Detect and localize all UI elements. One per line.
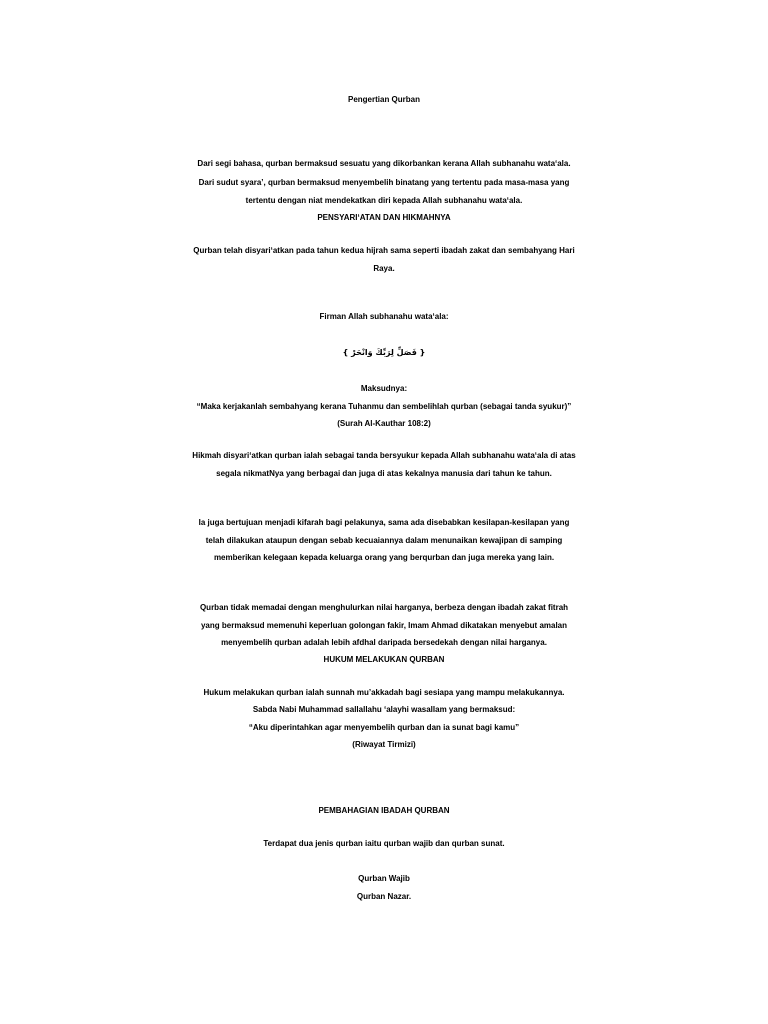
heading-hukum: HUKUM MELAKUKAN QURBAN: [323, 655, 445, 664]
nilai-line-1: Qurban tidak memadai dengan menghulurkan nilai harganya, berbeza dengan ibadah zakat fitrah: [199, 603, 569, 612]
verse-citation: (Surah Al-Kauthar 108:2): [337, 419, 431, 428]
hikmah-line-1: Hikmah disyari‘atkan qurban ialah sebagai tanda bersyukur kepada Allah subhanahu wata‘ala di atas: [192, 451, 576, 460]
hukum-line-3: “Aku diperintahkan agar menyembelih qurban dan ia sunat bagi kamu”: [248, 723, 520, 732]
intro-line-3: tertentu dengan niat mendekatkan diri kepada Allah subhanahu wata‘ala.: [245, 196, 523, 205]
heading-pensyariatan: PENSYARI‘ATAN DAN HIKMAHNYA: [317, 213, 451, 222]
pembahagian-item-1: Qurban Wajib: [358, 874, 410, 883]
nilai-line-3: menyembelih qurban adalah lebih afdhal daripada bersedekah dengan nilai harganya.: [221, 638, 547, 647]
pembahagian-item-2: Qurban Nazar.: [356, 892, 412, 901]
kifarah-line-3: memberikan kelegaan kepada keluarga orang yang berqurban dan juga mereka yang lain.: [213, 553, 555, 562]
hukum-line-4: (Riwayat Tirmizi): [352, 740, 416, 749]
nilai-line-2: yang bermaksud memenuhi keperluan golongan fakir, Imam Ahmad dikatakan menyebut amalan: [200, 621, 568, 630]
pensyariatan-line-1: Qurban telah disyari‘atkan pada tahun kedua hijrah sama seperti ibadah zakat dan sembahyang Hari: [193, 246, 575, 255]
hukum-line-1: Hukum melakukan qurban ialah sunnah mu’akkadah bagi sesiapa yang mampu melakukannya.: [203, 688, 565, 697]
pembahagian-line-1: Terdapat dua jenis qurban iaitu qurban wajib dan qurban sunat.: [263, 839, 505, 848]
hikmah-line-2: segala nikmatNya yang berbagai dan juga di atas kekalnya manusia dari tahun ke tahun.: [216, 469, 552, 478]
kifarah-line-1: Ia juga bertujuan menjadi kifarah bagi pelakunya, sama ada disebabkan kesilapan-kesilapan yang: [198, 518, 570, 527]
verse-translation: “Maka kerjakanlah sembahyang kerana Tuhanmu dan sembelihlah qurban (sebagai tanda syukur)”: [196, 402, 572, 411]
heading-pembahagian: PEMBAHAGIAN IBADAH QURBAN: [318, 806, 450, 815]
firman-intro: Firman Allah subhanahu wata‘ala:: [319, 312, 449, 321]
arabic-verse: { فَصَلِّ لِرَبِّكَ وَانْحَرْ }: [342, 348, 426, 357]
intro-line-2: Dari sudut syara’, qurban bermaksud menyembelih binatang yang tertentu pada masa-masa yang: [198, 178, 570, 187]
intro-line-1: Dari segi bahasa, qurban bermaksud sesuatu yang dikorbankan kerana Allah subhanahu wata‘ala.: [197, 159, 571, 168]
maksud-label: Maksudnya:: [360, 384, 408, 393]
pensyariatan-line-2: Raya.: [373, 264, 395, 273]
page-title: Pengertian Qurban: [347, 95, 420, 104]
kifarah-line-2: telah dilakukan ataupun dengan sebab kecuaiannya dalam menunaikan kewajipan di samping: [205, 536, 563, 545]
hukum-line-2: Sabda Nabi Muhammad sallallahu ‘alayhi wasallam yang bermaksud:: [252, 705, 516, 714]
